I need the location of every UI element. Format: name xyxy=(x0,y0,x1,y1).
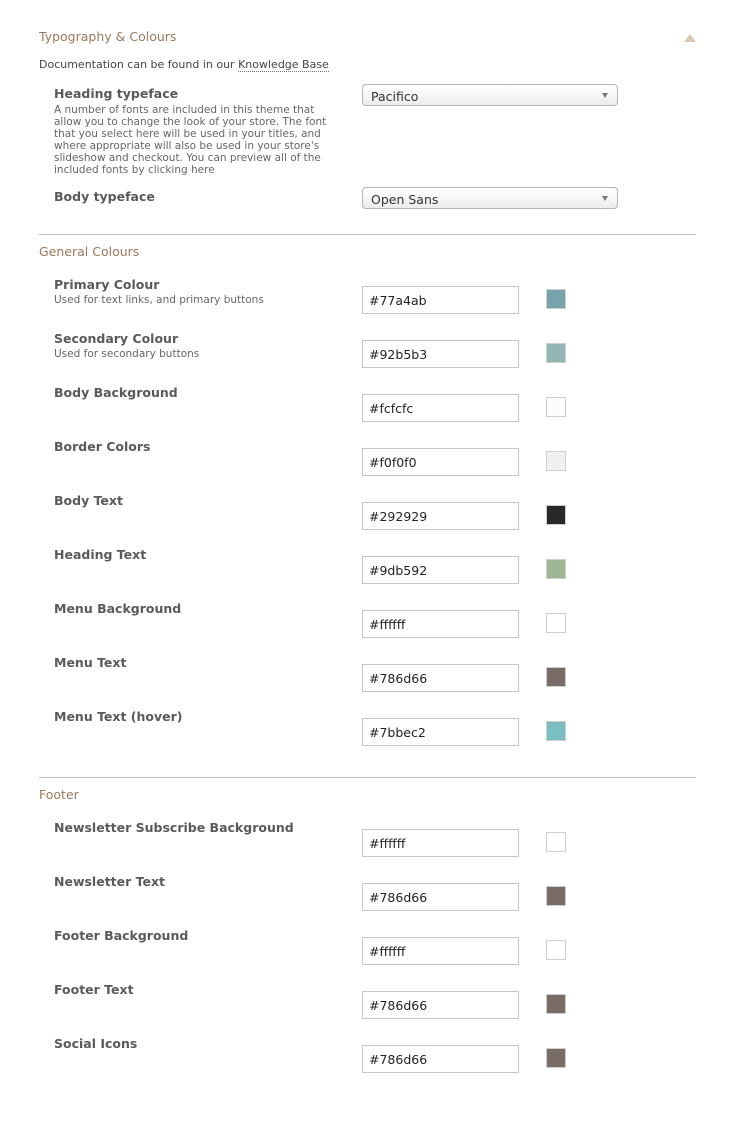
menu-text-hover-label: Menu Text (hover) xyxy=(54,709,183,724)
body-text-input[interactable] xyxy=(362,502,519,530)
newsletter-subscribe-background-label: Newsletter Subscribe Background xyxy=(54,820,294,835)
heading-desc-line: where appropriate will also be used in your store's xyxy=(54,140,320,152)
section-divider xyxy=(39,777,696,778)
body-text-label: Body Text xyxy=(54,493,123,508)
primary-colour-input[interactable] xyxy=(362,286,519,314)
social-icons-swatch[interactable] xyxy=(546,1048,566,1068)
section-divider xyxy=(39,234,696,235)
secondary-colour-label: Secondary Colour xyxy=(54,331,179,346)
chevron-down-icon xyxy=(602,196,608,201)
border-colors-label: Border Colors xyxy=(54,439,151,454)
body-typeface-value: Open Sans xyxy=(371,192,439,207)
footer-background-input[interactable] xyxy=(362,937,519,965)
social-icons-label: Social Icons xyxy=(54,1036,138,1051)
footer-background-label: Footer Background xyxy=(54,928,189,943)
primary-colour-swatch[interactable] xyxy=(546,289,566,309)
menu-background-swatch[interactable] xyxy=(546,613,566,633)
menu-text-hover-input[interactable] xyxy=(362,718,519,746)
body-background-input[interactable] xyxy=(362,394,519,422)
chevron-down-icon xyxy=(602,93,608,98)
knowledge-base-link[interactable]: Knowledge Base xyxy=(238,58,329,71)
documentation-text: Documentation can be found in our xyxy=(39,58,239,71)
border-colors-swatch[interactable] xyxy=(546,451,566,471)
heading-desc-line: slideshow and checkout. You can preview all of the xyxy=(54,152,321,164)
heading-text-input[interactable] xyxy=(362,556,519,584)
heading-desc-line: allow you to change the look of your store. The font xyxy=(54,116,327,128)
heading-desc-line: that you select here will be used in your titles, and xyxy=(54,128,321,140)
documentation-line xyxy=(39,58,329,71)
body-background-swatch[interactable] xyxy=(546,397,566,417)
primary-colour-description: Used for text links, and primary buttons xyxy=(54,294,264,306)
footer-text-label: Footer Text xyxy=(54,982,134,997)
heading-text-label: Heading Text xyxy=(54,547,147,562)
secondary-colour-swatch[interactable] xyxy=(546,343,566,363)
menu-text-hover-swatch[interactable] xyxy=(546,721,566,741)
heading-desc-line: A number of fonts are included in this theme that xyxy=(54,104,315,116)
footer-background-swatch[interactable] xyxy=(546,940,566,960)
menu-text-label: Menu Text xyxy=(54,655,127,670)
footer-text-swatch[interactable] xyxy=(546,994,566,1014)
secondary-colour-input[interactable] xyxy=(362,340,519,368)
heading-typeface-label: Heading typeface xyxy=(54,86,179,101)
menu-background-label: Menu Background xyxy=(54,601,182,616)
newsletter-subscribe-background-swatch[interactable] xyxy=(546,832,566,852)
heading-text-swatch[interactable] xyxy=(546,559,566,579)
body-typeface-label: Body typeface xyxy=(54,189,155,204)
heading-desc-line: included fonts by clicking here xyxy=(54,164,215,176)
collapse-arrow-icon[interactable] xyxy=(684,34,696,42)
footer-text-input[interactable] xyxy=(362,991,519,1019)
heading-typeface-select[interactable] xyxy=(362,84,618,106)
heading-typeface-description xyxy=(54,104,344,176)
secondary-colour-description: Used for secondary buttons xyxy=(54,348,200,360)
newsletter-text-input[interactable] xyxy=(362,883,519,911)
newsletter-text-swatch[interactable] xyxy=(546,886,566,906)
border-colors-input[interactable] xyxy=(362,448,519,476)
heading-typeface-value: Pacifico xyxy=(371,89,419,104)
general-colours-section-title: General Colours xyxy=(39,244,140,259)
footer-section-title: Footer xyxy=(39,787,79,802)
newsletter-text-label: Newsletter Text xyxy=(54,874,166,889)
body-text-swatch[interactable] xyxy=(546,505,566,525)
menu-background-input[interactable] xyxy=(362,610,519,638)
typography-section-title: Typography & Colours xyxy=(39,29,177,44)
social-icons-input[interactable] xyxy=(362,1045,519,1073)
body-background-label: Body Background xyxy=(54,385,178,400)
menu-text-swatch[interactable] xyxy=(546,667,566,687)
body-typeface-select[interactable] xyxy=(362,187,618,209)
menu-text-input[interactable] xyxy=(362,664,519,692)
newsletter-subscribe-background-input[interactable] xyxy=(362,829,519,857)
primary-colour-label: Primary Colour xyxy=(54,277,160,292)
